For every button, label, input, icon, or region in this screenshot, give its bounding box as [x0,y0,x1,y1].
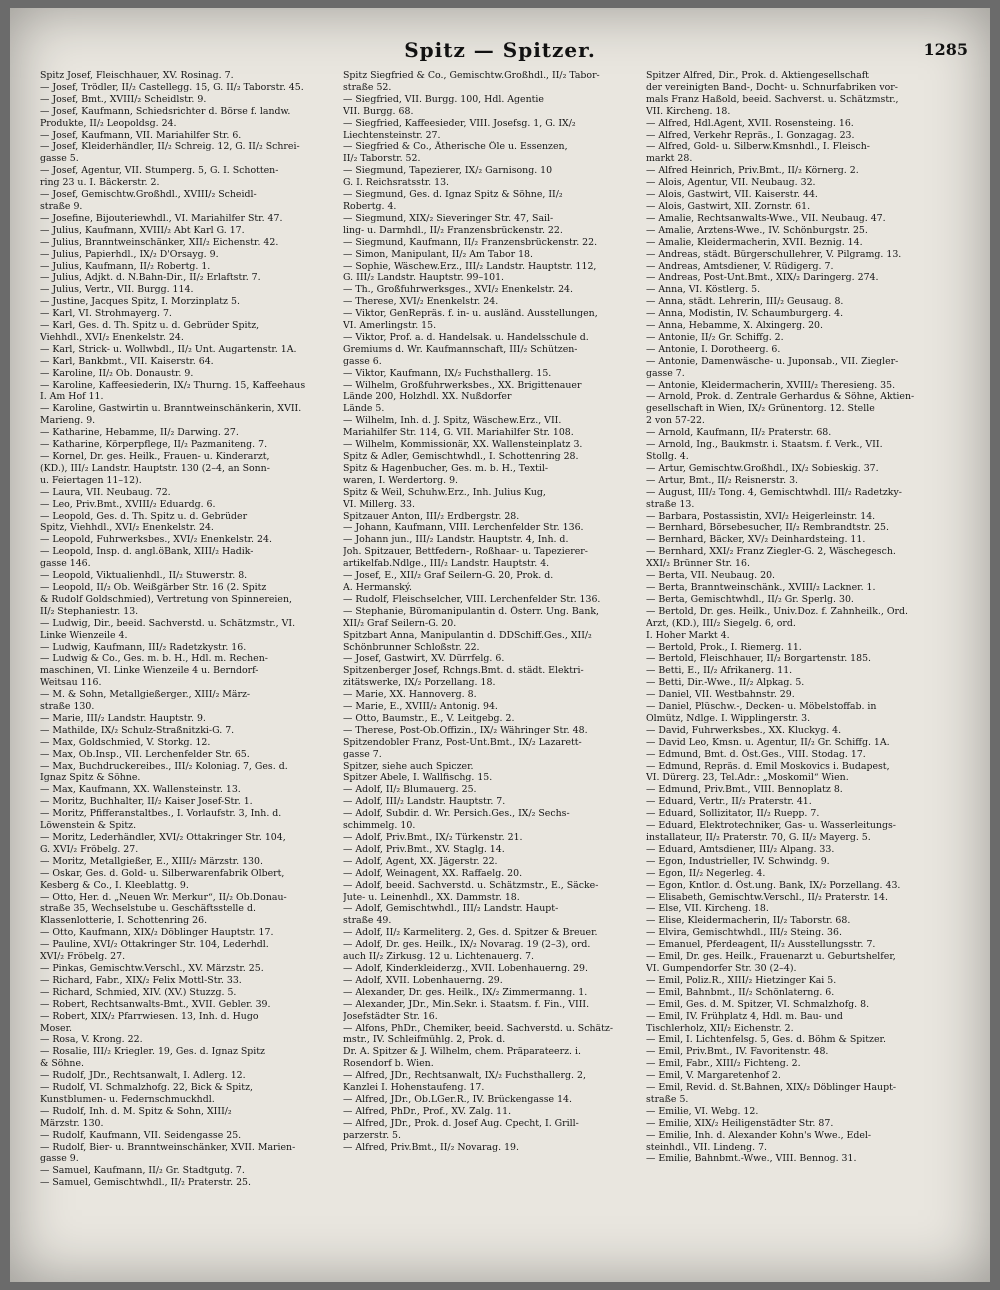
directory-entry-line: gasse 5. [40,153,79,165]
directory-entry-line: Joh. Spitzauer, Bettfedern-, Roßhaar- u. Tapezierer- [343,546,588,558]
directory-entry-line: — Eduard, Elektrotechniker, Gas- u. Wasserleitungs- [646,820,896,832]
directory-entry-line: — Alfred, PhDr., Prof., XV. Zalg. 11. [343,1105,512,1117]
directory-entry-line: VII. Burgg. 68. [343,105,414,117]
directory-entry-line: — Alfred, Priv.Bmt., II/₂ Novarag. 19. [343,1141,519,1153]
directory-entry-line: — Josef, Trödler, II/₂ Castellegg. 15, G. II/₂ Taborstr. 45. [40,81,304,93]
directory-entry-line: — Leo, Priv.Bmt., XVIII/₂ Eduardg. 6. [40,498,216,510]
directory-entry-line: — Antonie, II/₂ Gr. Schiffg. 2. [646,331,784,343]
directory-entry-line: G. XVI/₂ Fröbelg. 27. [40,843,139,855]
directory-entry-line: — Julius, Papierhdl., IX/₂ D'Orsayg. 9. [40,248,219,260]
directory-entry-line: & Söhne. [40,1058,84,1070]
directory-entry-line: — Adolf, II/₂ Karmeliterg. 2, Ges. d. Spitzer & Breuer. [343,927,598,939]
directory-entry-line: VI. Gumpendorfer Str. 30 (2–4). [646,962,797,974]
directory-entry-line: Spitz, Viehhdl., XVI/₂ Enenkelstr. 24. [40,522,214,534]
directory-entry-line: gasse 7. [646,367,685,379]
directory-entry-line: — Siegfried & Co., Ätherische Öle u. Essenzen, [343,141,568,153]
directory-entry-line: — David Leo, Kmsn. u. Agentur, II/₂ Gr. Schiffg. 1A. [646,736,890,748]
directory-entry-line: artikelfab.Ndlge., III/₂ Landstr. Hauptstr. 4. [343,558,550,570]
directory-entry-line: — Katharine, Hebamme, II/₂ Darwing. 27. [40,427,239,439]
directory-entry-line: markt 28. [646,153,693,165]
directory-entry-line: VI. Millerg. 33. [343,498,415,510]
directory-entry-line: — Max, Kaufmann, XX. Wallensteinstr. 13. [40,784,241,796]
directory-entry-line: — Alexander, JDr., Min.Sekr. i. Staatsm. f. Fin., VIII. [343,998,590,1010]
directory-entry-line: Linke Wienzeile 4. [40,629,128,641]
directory-entry-line: Spitz Josef, Fleischhauer, XV. Rosinag. 7. [40,70,234,81]
directory-entry-line: — Siegfried, VII. Burgg. 100, Hdl. Agentie [343,93,544,105]
directory-entry-line: — Alfred, JDr., Rechtsanwalt, IX/₂ Fuchsthallerg. 2, [343,1070,586,1082]
directory-entry-line: — Anna, städt. Lehrerin, III/₂ Geusaug. 8. [646,296,844,308]
directory-entry-line: — Pinkas, Gemischtw.Verschl., XV. Märzstr. 25. [40,962,264,974]
directory-entry-line: VII. Kircheng. 18. [646,105,731,117]
directory-entry-line: Lände 5. [343,403,385,415]
directory-entry-line: — Emil, Ges. d. M. Spitzer, VI. Schmalzhofg. 8. [646,998,870,1010]
directory-entry-line: — Andreas, städt. Bürgerschullehrer, V. Pilgramg. 13. [646,248,902,260]
page-number: 1285 [923,40,968,59]
directory-entry-line: — M. & Sohn, Metallgießerger., XIII/₂ März- [40,689,251,701]
directory-entry-line: — Siegmund, Kaufmann, II/₂ Franzensbrückenstr. 22. [343,236,598,248]
directory-entry-line: — Anna, Hebamme, X. Alxingerg. 20. [646,320,823,332]
directory-entry-line: Tischlerholz, XII/₂ Eichenstr. 2. [646,1022,794,1034]
directory-entry-line: — Adolf, Dr. ges. Heilk., IX/₂ Novarag. 19 (2–3), ord. [343,939,591,951]
directory-entry-line: Marieng. 9. [40,415,96,427]
directory-entry-line: — Marie, E., XVIII/₂ Antonig. 94. [343,701,498,713]
directory-entry-line: — Therese, XVI/₂ Enenkelstr. 24. [343,296,499,308]
directory-entry-line: — Arnold, Kaufmann, II/₂ Praterstr. 68. [646,427,832,439]
directory-entry-line: Olmütz, Ndlge. I. Wipplingerstr. 3. [646,712,811,724]
directory-entry-line: waren, I. Werdertorg. 9. [343,474,459,486]
directory-page [10,8,990,1282]
directory-entry-line: — Alfred, JDr., Ob.LGer.R., IV. Brückengasse 14. [343,1093,572,1105]
directory-entry-line: — Laura, VII. Neubaug. 72. [40,486,171,498]
directory-entry-line: — Adolf, Weinagent, XX. Raffaelg. 20. [343,867,523,879]
directory-entry-line: Schönbrunner Schloßstr. 22. [343,641,480,653]
directory-entry-line: — Josef, Agentur, VII. Stumperg. 5, G. I. Schotten- [40,165,279,177]
directory-entry-line: — Julius, Vertr., VII. Burgg. 114. [40,284,194,296]
directory-entry-line: — Stephanie, Büromanipulantin d. Österr. Ung. Bank, [343,605,600,617]
directory-entry-line: — Max, Goldschmied, V. Storkg. 12. [40,736,211,748]
directory-entry-line: — Josef, Gastwirt, XV. Dürrfelg. 6. [343,653,505,665]
directory-entry-line: — Alfred, JDr., Prok. d. Josef Aug. Cpecht, I. Grill- [343,1117,579,1129]
directory-entry-line: — Alois, Gastwirt, XII. Zornstr. 61. [646,200,811,212]
directory-entry-line: u. Feiertagen 11–12). [40,474,142,486]
directory-entry-line: — Mathilde, IX/₂ Schulz-Straßnitzki-G. 7. [40,724,235,736]
directory-entry-line: — Karl, VI. Strohmayerg. 7. [40,308,172,320]
directory-entry-line: XVI/₂ Fröbelg. 27. [40,951,126,963]
directory-entry-line: — Karoline, Kaffeesiederin, IX/₂ Thurng. 15, Kaffeehaus [40,379,306,391]
directory-entry-line: — Leopold, Viktualienhdl., II/₂ Stuwerstr. 8. [40,570,248,582]
directory-entry-line: Mariahilfer Str. 114, G. VII. Mariahilfer Str. 108. [343,427,574,439]
directory-entry-line: — Katharine, Körperpflege, II/₂ Pazmaniteng. 7. [40,439,268,451]
directory-entry-line: — Marie, XX. Hannoverg. 8. [343,689,477,701]
directory-entry-line: — Emanuel, Pferdeagent, II/₂ Ausstellungsstr. 7. [646,939,876,951]
directory-entry-line: — Th., Großfuhrwerksges., XVI/₂ Enenkelstr. 24. [343,284,573,296]
directory-entry-line: — Elisabeth, Gemischtw.Verschl., II/₂ Praterstr. 14. [646,891,888,903]
directory-entry-line: — Edmund, Bmt. d. Öst.Ges., VIII. Stodag. 17. [646,748,866,760]
directory-entry-line: — Leopold, Ges. d. Th. Spitz u. d. Gebrüder [40,510,248,522]
directory-entry-line: — Berta, Gemischtwhdl., II/₂ Gr. Sperlg. 30. [646,593,854,605]
directory-entry-line: — Ludwig, Kaufmann, III/₂ Radetzkystr. 16. [40,641,247,653]
directory-entry-line: — Wilhelm, Kommissionär, XX. Wallensteinplatz 3. [343,439,583,451]
directory-entry-line: — Emilie, XIX/₂ Heiligenstädter Str. 87. [646,1117,834,1129]
directory-entry-line: & Rudolf Goldschmied), Vertretung von Spinnereien, [40,593,292,605]
directory-entry-line: — Berta, Branntweinschänk., XVIII/₂ Lackner. 1. [646,581,876,593]
directory-entry-line: installateur, II/₂ Praterstr. 70, G. II/₂ Mayerg. 5. [646,832,871,843]
directory-entry-line: VI. Amerlingstr. 15. [343,320,437,332]
directory-entry-line: straße 9. [40,200,83,212]
directory-entry-line: Kesberg & Co., I. Kleeblattg. 9. [40,879,189,891]
directory-entry-line: I. Hoher Markt 4. [646,629,730,641]
directory-entry-line: straße 35, Wechselstube u. Geschäftsstelle d. [40,903,256,915]
directory-entry-line: straße 5. [646,1093,689,1105]
directory-entry-line: — Eduard, Amtsdiener, III/₂ Alpang. 33. [646,843,835,855]
directory-entry-line: — Justine, Jacques Spitz, I. Morzinplatz 5. [40,296,240,308]
directory-entry-line: XII/₂ Graf Seilern-G. 20. [343,617,457,629]
directory-entry-line: — Rosa, V. Krong. 22. [40,1034,143,1046]
directory-entry-line: Märzstr. 130. [40,1117,104,1129]
directory-entry-line: — Adolf, Priv.Bmt., XV. Staglg. 14. [343,843,505,855]
directory-entry-line: gasse 6. [343,355,382,367]
directory-entry-line: — Arnold, Prok. d. Zentrale Gerhardus & Söhne, Aktien- [646,391,915,403]
directory-entry-line: — Josef, Gemischtw.Großhdl., XVIII/₂ Scheidl- [40,189,257,201]
directory-entry-line: — Richard, Fabr., XIX/₂ Felix Mottl-Str. 33. [40,974,242,986]
directory-entry-line: — Artur, Bmt., II/₂ Reisnerstr. 3. [646,474,799,486]
directory-entry-line: — Adolf, Agent, XX. Jägerstr. 22. [343,855,498,867]
directory-entry-line: — Siegmund, Tapezierer, IX/₂ Garnisong. 10 [343,165,553,177]
directory-entry-line: — Moritz, Metallgießer, E., XIII/₂ Märzstr. 130. [40,855,263,867]
directory-entry-line: XXI/₂ Brünner Str. 16. [646,558,750,570]
directory-entry-line: — Bernhard, XXI/₂ Franz Ziegler-G. 2, Wäschegesch. [646,546,896,558]
directory-entry-line: Spitzer, siehe auch Spiczer. [343,760,474,772]
directory-entry-line: Spitz & Hagenbucher, Ges. m. b. H., Textil- [343,462,549,474]
directory-entry-line: — Otto, Kaufmann, XIX/₂ Döblinger Hauptstr. 17. [40,927,274,939]
directory-entry-line: — Emil, Fabr., XIII/₂ Fichteng. 2. [646,1058,801,1070]
directory-entry-line: Spitzenberger Josef, Rchngs.Bmt. d. städt. Elektri- [343,665,584,677]
directory-entry-line: — Else, VII. Kircheng. 18. [646,903,769,915]
directory-entry-line: — Rudolf, Inh. d. M. Spitz & Sohn, XIII/₂ [40,1105,232,1117]
directory-entry-line: — Anna, VI. Köstlerg. 5. [646,284,761,296]
directory-entry-line: — Adolf, Kinderkleiderzg., XVII. Lobenhauerng. 29. [343,962,588,974]
directory-entry-line: Produkte, II/₂ Leopoldsg. 24. [40,117,177,129]
directory-entry-line: — Rudolf, VI. Schmalzhofg. 22, Bick & Spitz, [40,1082,253,1094]
directory-entry-line: — Rudolf, Kaufmann, VII. Seidengasse 25. [40,1129,242,1141]
directory-entry-line: II/₂ Stephaniestr. 13. [40,605,139,617]
directory-entry-line: G. I. Reichsratsstr. 13. [343,177,450,189]
running-head: Spitz — Spitzer. [404,38,596,62]
directory-entry-line: — Emil, Bahnbmt., II/₂ Schönlaterng. 6. [646,986,835,998]
directory-entry-line: — Betti, Dir.-Wwe., II/₂ Alpkag. 5. [646,677,805,689]
directory-entry-line: VI. Dürerg. 23, Tel.Adr.: „Moskomil“ Wien. [646,772,849,784]
directory-entry-line: Kanzlei I. Hohenstaufeng. 17. [343,1082,485,1094]
directory-entry-line: — Siegmund, Ges. d. Ignaz Spitz & Söhne, II/₂ [343,189,563,201]
directory-entry-line: — Daniel, VII. Westbahnstr. 29. [646,689,795,701]
column-1 [40,70,336,1270]
directory-entry-line: Arzt, (KD.), III/₂ Siegelg. 6, ord. [646,617,796,629]
directory-entry-line: straße 130. [40,701,95,713]
directory-entry-line: II/₂ Taborstr. 52. [343,153,421,165]
directory-entry-line: — Rudolf, Bier- u. Branntweinschänker, XVII. Marien- [40,1141,296,1153]
directory-entry-line: gasse 146. [40,558,91,570]
directory-entry-line: — Karl, Bankbmt., VII. Kaiserstr. 64. [40,355,214,367]
directory-entry-line: ling- u. Darmhdl., II/₂ Franzensbrückenstr. 22. [343,224,563,236]
directory-entry-line: Stollg. 4. [646,451,689,462]
directory-entry-line: — Emil, Revid. d. St.Bahnen, XIX/₂ Döblinger Haupt- [646,1082,897,1094]
directory-entry-line: straße 52. [343,81,392,93]
directory-entry-line: zitätswerke, IX/₂ Porzellang. 18. [343,677,496,689]
directory-entry-line: Josefstädter Str. 16. [343,1010,438,1022]
directory-entry-line: — Egon, II/₂ Negerleg. 4. [646,867,766,879]
directory-entry-line: — Amalie, Arztens-Wwe., IV. Schönburgstr. 25. [646,224,868,236]
directory-entry-line: Kunstblumen- u. Federnschmuckhdl. [40,1093,215,1105]
directory-entry-line: Spitzer Alfred, Dir., Prok. d. Aktiengesellschaft [646,70,869,81]
directory-entry-line: — Betti, E., II/₂ Afrikanerg. 11. [646,665,793,677]
directory-entry-line: — Bertold, Prok., I. Riemerg. 11. [646,641,802,653]
directory-entry-line: — Bernhard, Börsebesucher, II/₂ Rembrandtstr. 25. [646,522,889,534]
directory-entry-line: Löwenstein & Spitz. [40,820,137,832]
directory-entry-line: gasse 7. [343,748,382,760]
directory-entry-line: steinhdl., VII. Lindeng. 7. [646,1141,768,1153]
directory-entry-line: — Simon, Manipulant, II/₂ Am Tabor 18. [343,248,533,260]
directory-entry-line: der vereinigten Band-, Docht- u. Schnurfabriken vor- [646,81,898,93]
directory-entry-line: — Johann jun., III/₂ Landstr. Hauptstr. 4, Inh. d. [343,534,569,546]
directory-entry-line: — Amalie, Kleidermacherin, XVII. Beznig. 14. [646,236,863,248]
column-2 [343,70,639,1270]
directory-entry-line: — Julius, Kaufmann, II/₂ Robertg. 1. [40,260,211,272]
directory-entry-line: — Rudolf, JDr., Rechtsanwalt, I. Adlerg. 12. [40,1070,246,1082]
directory-entry-line: Jute- u. Leinenhdl., XX. Dammstr. 18. [343,891,520,903]
directory-entry-line: — Karoline, Gastwirtin u. Branntweinschänkerin, XVII. [40,403,302,415]
directory-entry-line: — Egon, Kntlor. d. Öst.ung. Bank, IX/₂ Porzellang. 43. [646,879,901,891]
directory-entry-line: — Alois, Agentur, VII. Neubaug. 32. [646,177,816,189]
directory-entry-line: Gremiums d. Wr. Kaufmannschaft, III/₂ Schützen- [343,343,578,355]
directory-entry-line: — Johann, Kaufmann, VIII. Lerchenfelder Str. 136. [343,522,584,534]
directory-entry-line: Spitzendobler Franz, Post-Unt.Bmt., IX/₂ Lazarett- [343,736,582,748]
directory-entry-line: — Adolf, Priv.Bmt., IX/₂ Türkenstr. 21. [343,832,523,843]
directory-entry-line: — Adolf, beeid. Sachverstd. u. Schätzmstr., E., Säcke- [343,879,599,891]
directory-entry-line: straße 49. [343,915,392,927]
directory-entry-line: — Josef, E., XII/₂ Graf Seilern-G. 20, Prok. d. [343,570,554,582]
directory-entry-line: — Andreas, Post-Unt.Bmt., XIX/₂ Daringerg. 274. [646,272,879,284]
directory-entry-line: Viehhdl., XVI/₂ Enenkelstr. 24. [40,331,184,343]
directory-entry-line: mstr., IV. Schleifmühlg. 2, Prok. d. [343,1034,506,1046]
directory-entry-line: — Adolf, XVII. Lobenhauerng. 29. [343,974,503,986]
directory-entry-line: — Bernhard, Bäcker, XV/₂ Deinhardsteing. 11. [646,534,866,546]
directory-entry-line: Moser. [40,1022,73,1034]
directory-entry-line: — Emilie, VI. Webg. 12. [646,1105,759,1117]
directory-entry-line: — Karoline, II/₂ Ob. Donaustr. 9. [40,367,194,379]
directory-entry-line: — Josef, Kaufmann, VII. Mariahilfer Str. 6. [40,129,242,141]
directory-entry-line: — Sophie, Wäschew.Erz., III/₂ Landstr. Hauptstr. 112, [343,260,597,272]
directory-entry-line: — Amalie, Rechtsanwalts-Wwe., VII. Neubaug. 47. [646,212,886,224]
directory-entry-line: — Emilie, Bahnbmt.-Wwe., VIII. Bennog. 31. [646,1153,857,1165]
directory-entry-line: — Rosalie, III/₂ Kriegler. 19, Ges. d. Ignaz Spitz [40,1046,265,1058]
directory-entry-line: — Moritz, Lederhändler, XVI/₂ Ottakringer Str. 104, [40,832,286,843]
directory-entry-line: — Otto, Her. d. „Neuen Wr. Merkur“, II/₂ Ob.Donau- [40,891,287,903]
directory-entry-line: auch II/₂ Zirkusg. 12 u. Lichtenauerg. 7. [343,951,535,963]
directory-entry-line: — Alfred, Verkehr Repräs., I. Gonzagag. 23. [646,129,855,141]
directory-entry-line: maschinen, VI. Linke Wienzeile 4 u. Berndorf- [40,665,259,677]
directory-entry-line: — Richard, Schmied, XIV. (XV.) Stuzzg. 5. [40,986,237,998]
directory-entry-line: — Samuel, Kaufmann, II/₂ Gr. Stadtgutg. 7. [40,1165,245,1177]
directory-entry-line: — Kornel, Dr. ges. Heilk., Frauen- u. Kinderarzt, [40,451,270,462]
directory-entry-line: gasse 9. [40,1153,79,1165]
directory-entry-line: — Oskar, Ges. d. Gold- u. Silberwarenfabrik Olbert, [40,867,285,879]
directory-entry-line: — Therese, Post-Ob.Offizin., IX/₂ Währinger Str. 48. [343,724,588,736]
directory-entry-line: — Moritz, Pfifferanstaltbes., I. Vorlaufstr. 3, Inh. d. [40,808,282,820]
directory-entry-line: mals Franz Haßold, beeid. Sachverst. u. Schätzmstr., [646,93,899,105]
directory-entry-line: Spitzbart Anna, Manipulantin d. DDSchiff.Ges., XII/₂ [343,629,592,641]
directory-entry-line: — Emil, Dr. ges. Heilk., Frauenarzt u. Geburtshelfer, [646,951,896,963]
directory-entry-line: Robertg. 4. [343,200,397,212]
column-3 [646,70,942,1270]
directory-entry-line: — Max, Ob.Insp., VII. Lerchenfelder Str. 65. [40,748,250,760]
directory-entry-line: — Andreas, Amtsdiener, V. Rüdigerg. 7. [646,260,834,272]
directory-entry-line: — Adolf, III/₂ Landstr. Hauptstr. 7. [343,796,506,808]
directory-entry-line: — Adolf, II/₂ Blumauerg. 25. [343,784,477,796]
directory-entry-line: — Ludwig, Dir., beeid. Sachverstd. u. Schätzmstr., VI. [40,617,296,629]
directory-entry-line: (KD.), III/₂ Landstr. Hauptstr. 130 (2–4, an Sonn- [40,462,270,474]
directory-entry-line: — Elise, Kleidermacherin, II/₂ Taborstr. 68. [646,915,851,927]
directory-entry-line: — Berta, VII. Neubaug. 20. [646,570,776,582]
directory-entry-line: — Egon, Industrieller, IV. Schwindg. 9. [646,855,830,867]
directory-entry-line: — Viktor, GenRepräs. f. in- u. ausländ. Ausstellungen, [343,308,598,320]
directory-entry-line: — Bertold, Dr. ges. Heilk., Univ.Doz. f. Zahnheilk., Ord. [646,605,909,617]
directory-entry-line: — Karl, Ges. d. Th. Spitz u. d. Gebrüder Spitz, [40,320,260,332]
directory-entry-line: I. Am Hof 11. [40,391,104,403]
directory-entry-line: — Antonie, Damenwäsche- u. Juponsab., VII. Ziegler- [646,355,899,367]
directory-entry-line: — Emilie, Inh. d. Alexander Kohn's Wwe., Edel- [646,1129,872,1141]
directory-entry-line: Lände 200, Holzhdl. XX. Nußdorfer [343,391,512,403]
directory-entry-line: — Eduard, Sollizitator, II/₂ Ruepp. 7. [646,808,820,820]
directory-entry-line: Liechtensteinstr. 27. [343,129,441,141]
directory-entry-line: — Antonie, Kleidermacherin, XVIII/₂ Theresieng. 35. [646,379,896,391]
directory-entry-line: — Ludwig & Co., Ges. m. b. H., Hdl. m. Rechen- [40,653,268,665]
directory-entry-line: Dr. A. Spitzer & J. Wilhelm, chem. Präparateerz. i. [343,1046,581,1058]
directory-entry-line: — Emil, V. Margaretenhof 2. [646,1070,781,1082]
directory-entry-line: — Julius, Branntweinschänker, XII/₂ Eichenstr. 42. [40,236,279,248]
directory-entry-line: — Wilhelm, Inh. d. J. Spitz, Wäschew.Erz., VII. [343,415,562,427]
directory-entry-line: — August, III/₂ Tong. 4, Gemischtwhdl. III/₂ Radetzky- [646,486,902,498]
directory-entry-line: — Robert, XIX/₂ Pfarrwiesen. 13, Inh. d. Hugo [40,1010,259,1022]
directory-entry-line: ring 23 u. I. Bäckerstr. 2. [40,177,160,189]
directory-entry-line: Spitz & Weil, Schuhw.Erz., Inh. Julius Kug, [343,486,546,498]
directory-entry-line: — Robert, Rechtsanwalts-Bmt., XVII. Gebler. 39. [40,998,271,1010]
directory-entry-line: — Arnold, Ing., Baukmstr. i. Staatsm. f. Verk., VII. [646,439,883,451]
directory-entry-line: Rosendorf b. Wien. [343,1058,434,1070]
directory-entry-line: — Leopold, Fuhrwerksbes., XVI/₂ Enenkelstr. 24. [40,534,272,546]
directory-entry-line: — Alois, Gastwirt, VII. Kaiserstr. 44. [646,189,818,201]
directory-entry-line: G. III/₂ Landstr. Hauptstr. 99–101. [343,272,505,284]
directory-entry-line: — Alexander, Dr. ges. Heilk., IX/₂ Zimmermanng. 1. [343,986,588,998]
directory-entry-line: — Moritz, Buchhalter, II/₂ Kaiser Josef-Str. 1. [40,796,253,808]
directory-entry-line: — Alfred, Hdl.Agent, XVII. Rosensteing. 16. [646,117,854,129]
directory-entry-line: — Max, Buchdruckereibes., III/₂ Koloniag. 7, Ges. d. [40,760,288,772]
directory-entry-line: — Viktor, Prof. a. d. Handelsak. u. Handelsschule d. [343,331,589,343]
directory-entry-line: Spitz Siegfried & Co., Gemischtw.Großhdl., II/₂ Tabor- [343,70,600,81]
directory-entry-line: straße 13. [646,498,695,510]
directory-entry-line: — Daniel, Plüschw.-, Decken- u. Möbelstoffab. in [646,701,877,713]
directory-entry-line: — Eduard, Vertr., II/₂ Praterstr. 41. [646,796,812,808]
directory-entry-line: — Rudolf, Fleischselcher, VIII. Lerchenfelder Str. 136. [343,593,601,605]
directory-entry-line: Weitsau 116. [40,677,102,689]
directory-entry-line: — Josefine, Bijouteriewhdl., VI. Mariahilfer Str. 47. [40,212,283,224]
directory-entry-line: — Josef, Bmt., XVIII/₂ Scheidlstr. 9. [40,93,207,105]
directory-entry-line: — Adolf, Subdir. d. Wr. Persich.Ges., IX/₂ Sechs- [343,808,570,820]
directory-entry-line: — Emil, Poliz.R., XIII/₂ Hietzinger Kai 5. [646,974,837,986]
directory-entry-line: — Anna, Modistin, IV. Schaumburgerg. 4. [646,308,844,320]
directory-entry-line: — Leopold, Insp. d. angl.öBank, XIII/₂ Hadik- [40,546,254,558]
directory-entry-line: Spitzauer Anton, III/₂ Erdbergstr. 28. [343,510,520,522]
directory-entry-line: — Emil, Priv.Bmt., IV. Favoritenstr. 48. [646,1046,829,1058]
directory-entry-line: — Edmund, Priv.Bmt., VIII. Bennoplatz 8. [646,784,843,796]
directory-entry-line: gesellschaft in Wien, IX/₂ Grünentorg. 12. Stelle [646,403,875,415]
directory-entry-line: — Siegfried, Kaffeesieder, VIII. Josefsg. 1, G. IX/₂ [343,117,576,129]
directory-entry-line: — Julius, Kaufmann, XVIII/₂ Abt Karl G. 17. [40,224,245,236]
directory-entry-line: — Barbara, Postassistin, XVI/₂ Heigerleinstr. 14. [646,510,876,522]
directory-entry-line: — Viktor, Kaufmann, IX/₂ Fuchsthallerg. 15. [343,367,552,379]
directory-entry-line: — Leopold, II/₂ Ob. Weißgärber Str. 16 (2. Spitz [40,581,267,593]
directory-entry-line: — Siegmund, XIX/₂ Sieveringer Str. 47, Sail- [343,212,554,224]
directory-entry-line: — Alfred, Gold- u. Silberw.Kmsnhdl., I. Fleisch- [646,141,870,153]
directory-entry-line: — Pauline, XVI/₂ Ottakringer Str. 104, Lederhdl. [40,939,269,951]
directory-entry-line: — Samuel, Gemischtwhdl., II/₂ Praterstr. 25. [40,1177,251,1189]
directory-entry-line: Spitzer Abele, I. Wallfischg. 15. [343,772,493,784]
directory-entry-line: — Edmund, Repräs. d. Emil Moskovics i. Budapest, [646,760,890,772]
directory-entry-line: — Adolf, Gemischtwhdl., III/₂ Landstr. Haupt- [343,903,559,915]
directory-entry-line: — David, Fuhrwerksbes., XX. Kluckyg. 4. [646,724,842,736]
directory-entry-line: — Alfons, PhDr., Chemiker, beeid. Sachverstd. u. Schätz- [343,1022,613,1034]
directory-entry-line: — Otto, Baumstr., E., V. Leitgebg. 2. [343,712,515,724]
directory-entry-line: — Antonie, I. Dorotheerg. 6. [646,343,781,355]
directory-entry-line: — Emil, I. Lichtenfelsg. 5, Ges. d. Böhm & Spitzer. [646,1034,886,1046]
directory-entry-line: — Emil, IV. Frühplatz 4, Hdl. m. Bau- und [646,1010,843,1022]
directory-entry-line: — Alfred Heinrich, Priv.Bmt., II/₂ Körnerg. 2. [646,165,859,177]
directory-entry-line: — Karl, Strick- u. Wollwbdl., II/₂ Unt. Augartenstr. 1A. [40,343,297,355]
directory-entry-line: — Elvira, Gemischtwhdl., III/₂ Steing. 36. [646,927,842,939]
directory-entry-line: — Marie, III/₂ Landstr. Hauptstr. 9. [40,712,206,724]
directory-entry-line: Spitz & Adler, Gemischtwhdl., I. Schottenring 28. [343,451,579,462]
page-header [10,38,990,72]
directory-entry-line: — Artur, Gemischtw.Großhdl., IX/₂ Sobieskig. 37. [646,462,879,474]
directory-entry-line: Klassenlotterie, I. Schottenring 26. [40,915,208,927]
directory-entry-line: — Wilhelm, Großfuhrwerksbes., XX. Brigittenauer [343,379,582,391]
directory-entry-line: — Bertold, Fleischhauer, II/₂ Borgartenstr. 185. [646,653,872,665]
directory-entry-line: 2 von 57-22. [646,415,705,427]
directory-entry-line: schimmelg. 10. [343,820,416,832]
directory-entry-line: — Josef, Kaufmann, Schiedsrichter d. Börse f. landw. [40,105,291,117]
directory-entry-line: Ignaz Spitz & Söhne. [40,772,141,784]
directory-entry-line: — Julius, Adjkt. d. N.Bahn-Dir., II/₂ Erlaftstr. 7. [40,272,261,284]
directory-entry-line: A. Hermanský. [343,581,412,593]
directory-entry-line: parzerstr. 5. [343,1129,401,1141]
directory-entry-line: — Josef, Kleiderhändler, II/₂ Schreig. 12, G. II/₂ Schrei- [40,141,300,153]
